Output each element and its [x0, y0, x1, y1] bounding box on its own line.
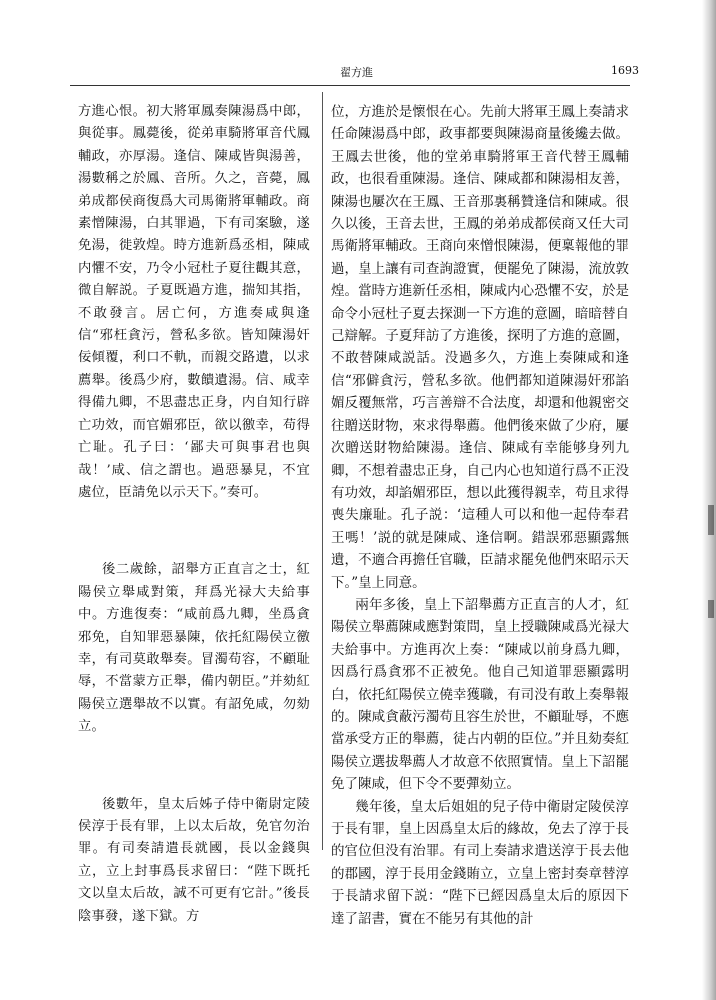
translation-paragraph-2: 兩年多後，皇上下詔舉薦方正直言的人才，紅陽侯立舉薦陳咸應對策問，皇上授職陳咸爲光禄大夫給事中。方進再次上奏：“陳咸以前身爲九卿，因爲行爲貪邪不正被免。他自己知道罪惡顯露明白，依托紅陽侯立僥幸獲職，有司没有敢上奏舉報的。陳咸貪蔽污濁苟且容生於世，不顧耻辱，不應當承受方正的舉薦，徒占内朝的臣位。”并且劾奏紅陽侯立選拔舉薦人才故意不依照實情。皇上下詔罷免了陳咸，但下令不要彈劾立。 [331, 596, 629, 793]
translation-paragraph-3: 幾年後，皇太后姐姐的兒子侍中衛尉定陵侯淳于長有罪，皇上因爲皇太后的緣故，免去了淳于長的官位但没有治罪。有司上奏請求遣送淳于長去他的郡國，淳于長用金錢賄立，立皇上密封奏章替淳于長請求留下説：“陛下已經因爲皇太后的原因下達了詔書，實在不能另有其他的計 [331, 798, 629, 927]
running-header-title: 翟方進 [340, 66, 373, 79]
scan-artifact [708, 505, 714, 535]
classical-paragraph-3: 後數年，皇太后姊子侍中衛尉定陵侯淳于長有罪，上以太后故，免官勿治罪。有司奏請遣長就國，長以金錢與立，立上封事爲長求留曰：“陛下既托文以皇太后故，誠不可更有它計。”後長陰事發，遂下獄。方 [78, 796, 310, 924]
translation-paragraph-1: 位，方進於是懷恨在心。先前大將軍王鳳上奏請求任命陳湯爲中郎，政事都要與陳湯商量後纔去做。王鳳去世後，他的堂弟車騎將軍王音代替王鳳輔政，也很看重陳湯。逢信、陳咸都和陳湯相友善，陳湯也屢次在王鳳、王音那裏稱贊逢信和陳咸。很久以後，王音去世，王鳳的弟弟成都侯商又任大司馬衛將軍輔政。王商向來憎恨陳湯，便稟報他的罪過，皇上讓有司查詢證實，便罷免了陳湯，流放敦煌。當時方進新任丞相，陳咸内心恐懼不安，於是命令小冠杜子夏去探測一下方進的意圖，暗暗替自己辯解。子夏拜訪了方進後，探明了方進的意圖，不敢替陳咸説話。没過多久，方進上奏陳咸和逢信“邪僻貪污，營私多欲。他們都知道陳湯奸邪諂媚反覆無常，巧言善辯不合法度，却還和他親密交往贈送財物，來求得舉薦。他們後來做了少府，屢次贈送財物給陳湯。逢信、陳咸有幸能够身列九卿，不想着盡忠正身，自己内心也知道行爲不正没有功效，却諂媚邪臣，想以此獲得親幸，苟且求得喪失廉耻。孔子説：‘這種人可以和他一起侍奉君王嗎！’説的就是陳咸、逢信啊。錯誤邪惡顯露無遺，不適合再擔任官職，臣請求罷免他們來昭示天下。”皇上同意。 [331, 104, 629, 591]
classical-paragraph-1: 方進心恨。初大將軍鳳奏陳湯爲中郎，與從事。鳳薨後，從弟車騎將軍音代鳳輔政，亦厚湯。逢信、陳咸皆與湯善，湯數稱之於鳳、音所。久之，音薨，鳳弟成都侯商復爲大司馬衛將軍輔政。商素憎陳湯，白其罪過，下有司案驗，遂免湯，徙敦煌。時方進新爲丞相，陳咸内懼不安，乃令小冠杜子夏往觀其意，微自解説。子夏既過方進，揣知其指，不敢發言。居亡何，方進奏咸與逢信“邪枉貪污，營私多欲。皆知陳湯奸佞傾覆，利口不軌，而親交路遺，以求薦舉。後爲少府，數饋遺湯。信、咸幸得備九卿，不思盡忠正身，内自知行辟亡功效，而官媚邪臣，欲以徼幸，苟得亡耻。孔子曰：‘鄙夫可與事君也與哉！’咸、信之謂也。過惡暴見，不宜處位，臣請免以示天下。”奏可。 [78, 104, 310, 500]
classical-text-column [78, 101, 310, 928]
classical-paragraph-2: 後二歲餘，詔舉方正直言之士，紅陽侯立舉咸對策，拜爲光禄大夫給事中。方進復奏：“咸前爲九卿，坐爲貪邪免，自知罪惡暴陳，依托紅陽侯立徼幸，有司莫敢舉奏。冒濁苟容，不顧耻辱，不當蒙方正舉，備内朝臣。”并劾紅陽侯立選舉故不以實。有詔免咸，勿劾立。 [78, 562, 310, 735]
page-number: 1693 [611, 64, 639, 77]
modern-translation-column [331, 101, 629, 930]
header-rule [70, 85, 630, 86]
paragraph-gap [78, 504, 310, 559]
scan-artifact [708, 600, 714, 618]
column-divider [322, 92, 323, 850]
paragraph-gap [78, 739, 310, 794]
scan-edge-shadow [702, 0, 716, 1000]
